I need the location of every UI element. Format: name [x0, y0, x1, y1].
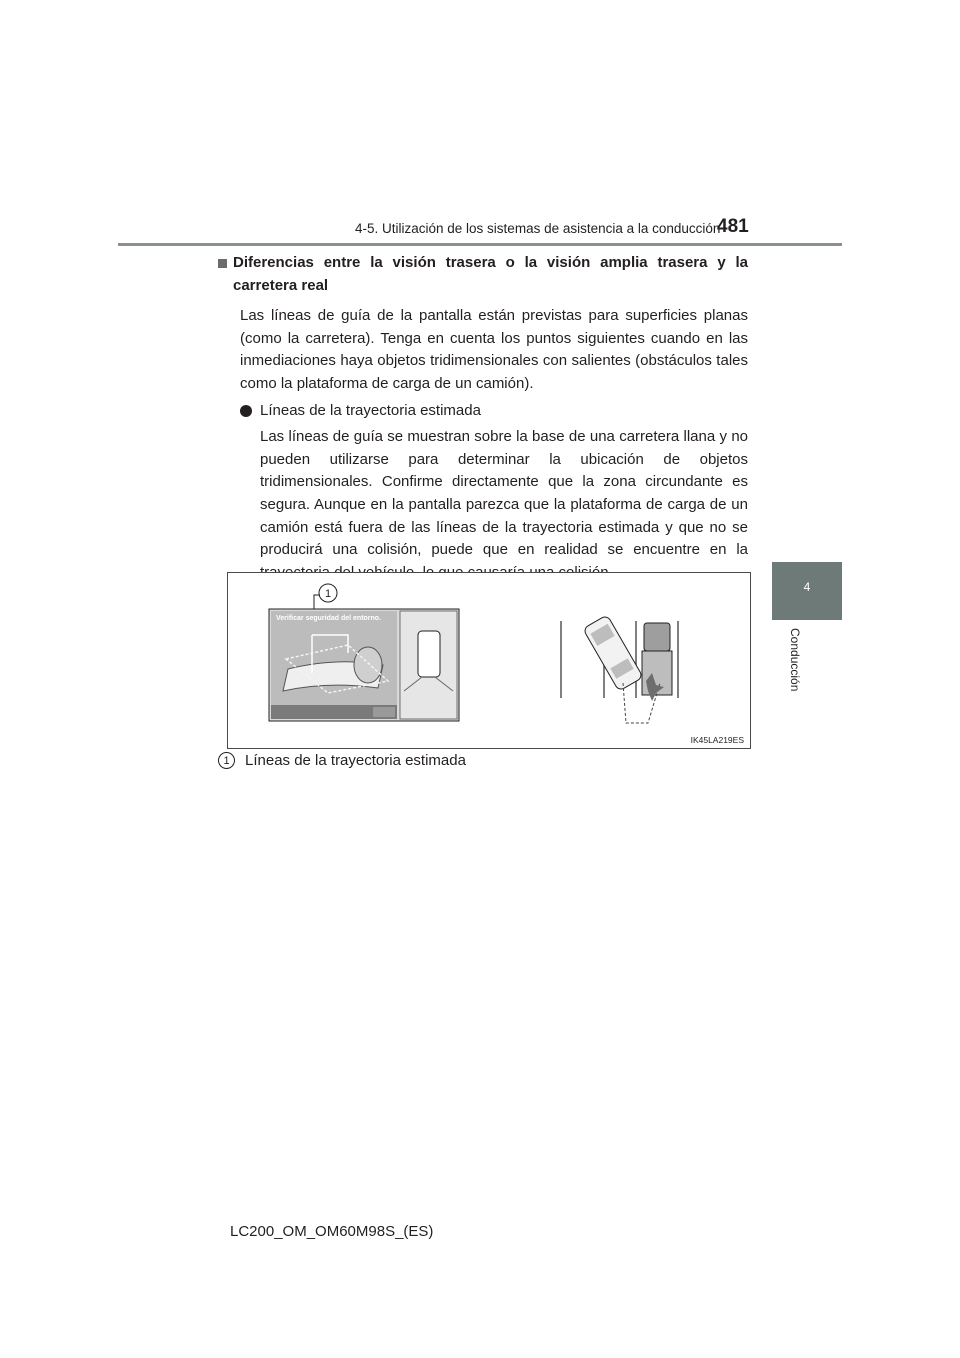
intro-paragraph: Las líneas de guía de la pantalla están previstas para superficies planas (como la carretera). Tenga en cuenta los puntos siguientes cuando en las inmediaciones haya objetos tridimensionales con salientes (obstáculos tales como la plataforma de carga de un camión).	[240, 307, 748, 392]
section-heading-text: Diferencias entre la visión trasera o la visión amplia trasera y la carretera real	[233, 254, 748, 294]
chapter-tab-number: 4	[803, 580, 811, 594]
figure-caption	[218, 752, 466, 769]
toolbar-button	[373, 707, 395, 717]
chapter-label-text: Conducción	[788, 628, 802, 692]
document-id: LC200_OM_OM60M98S_(ES)	[230, 1223, 434, 1240]
truck-wheel	[354, 647, 382, 683]
reversing-vehicle	[583, 615, 643, 691]
bullet-paragraph: Las líneas de guía se muestran sobre la base de una carretera llana y no pueden utilizarse para determinar la ubicación de objetos tridimensionales. Confirme directamente que la zona circundante es segura. Aunque en la pantalla parezca que la plataforma de carga de un camión está fuera de las líneas de la trayectoria estimada y que no se producirá una colisión, puede que en realidad se encuentre en la	[260, 428, 748, 559]
header-divider	[118, 243, 842, 246]
figure-code: IK45LA219ES	[690, 735, 744, 745]
chapter-label	[786, 628, 804, 708]
section-heading	[216, 252, 748, 297]
bullet-item	[240, 400, 748, 423]
top-view-vehicle	[418, 631, 440, 677]
square-bullet-icon	[218, 259, 227, 268]
illustration-figure	[227, 572, 751, 749]
caption-number: 1	[218, 752, 235, 769]
main-content	[216, 252, 748, 584]
screen-banner: Verificar seguridad del entorno.	[276, 615, 382, 622]
bullet-title: Líneas de la trayectoria estimada	[260, 401, 481, 419]
header-section-title: 4-5. Utilización de los sistemas de asistencia a la conducción	[355, 221, 721, 236]
callout-number: 1	[324, 588, 332, 600]
page-number: 481	[717, 216, 749, 237]
caption-text: Líneas de la trayectoria estimada	[245, 752, 466, 769]
illustration-drawing	[228, 573, 750, 748]
round-bullet-icon	[240, 405, 252, 417]
chapter-tab	[772, 562, 842, 620]
parked-truck	[642, 623, 672, 695]
